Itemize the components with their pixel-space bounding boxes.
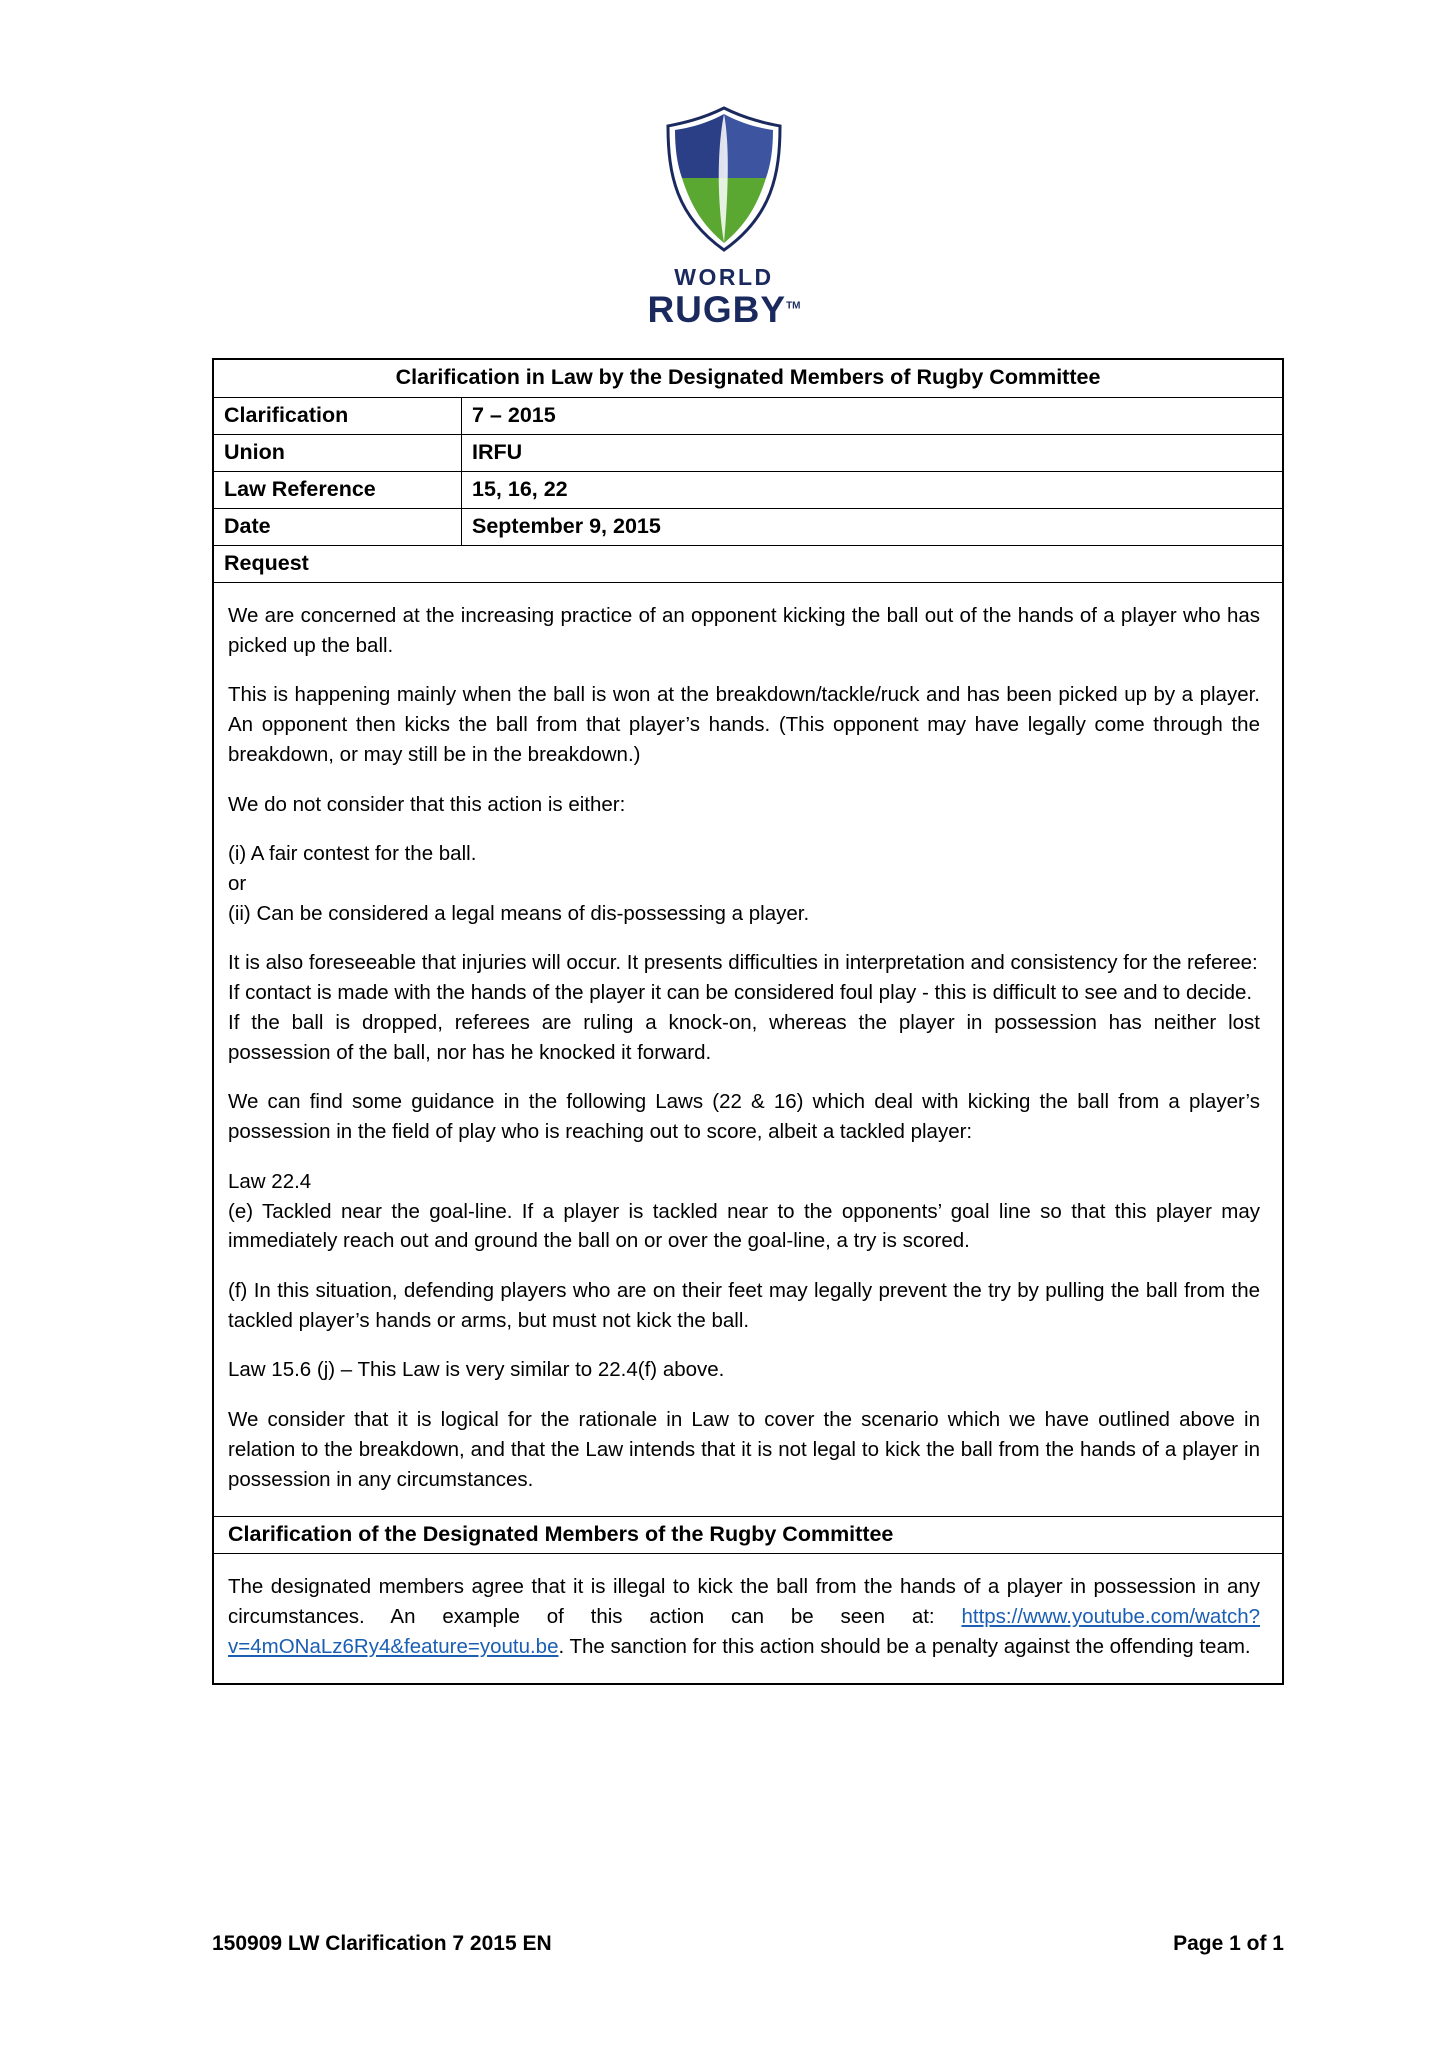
paragraph: We consider that it is logical for the rationale in Law to cover the scenario which we have outlined above in relation to the breakdown, and that the Law intends that it is not legal to kick the ball from the hands of a player in possession in any circumstances. [228,1408,1260,1491]
field-value-union: IRFU [472,440,523,464]
clarification-table [212,358,1284,1685]
paragraph: We can find some guidance in the following Laws (22 & 16) which deal with kicking the ball from a player’s possession in the field of play who is reaching out to score, albeit a tackled player: [228,1090,1260,1144]
section-heading-request: Request [224,551,309,575]
clarification-body [214,1554,1282,1683]
youtube-example-link[interactable]: https://www.youtube.com/watch?v=4mONaLz6Ry4&feature=youtu.be [228,1604,1260,1658]
paragraph: If contact is made with the hands of the player it can be considered foul play - this is difficult to see and to decide. [228,981,1253,1005]
paragraph: (ii) Can be considered a legal means of dis-possessing a player. [228,901,810,925]
clarification-text-before: The designated members agree that it is illegal to kick the ball from the hands of a player in possession in any circumstances. An example of this action can be seen at: [228,1575,1260,1628]
footer-page-number: Page 1 of 1 [1173,1932,1284,1955]
paragraph: or [228,872,247,896]
logo-word-world: WORLD [674,264,774,290]
page-title: Clarification in Law by the Designated Members of Rugby Committee [395,365,1101,389]
section-heading-clarification: Clarification of the Designated Members of the Rugby Committee [228,1522,894,1547]
paragraph: (i) A fair contest for the ball. [228,842,477,866]
field-label-clarification: Clarification [214,398,462,434]
world-rugby-logo [0,0,1448,328]
paragraph: (f) In this situation, defending players who are on their feet may legally prevent the try by pulling the ball from the tackled player’s hands or arms, but must not kick the ball. [228,1278,1260,1332]
paragraph: Law 22.4 [228,1169,312,1193]
world-rugby-shield-icon [658,104,790,254]
field-value-date: September 9, 2015 [472,514,661,538]
paragraph: If the ball is dropped, referees are ruling a knock-on, whereas the player in possession has neither lost possession of the ball, nor has he knocked it forward. [228,1010,1260,1064]
paragraph: (e) Tackled near the goal-line. If a player is tackled near to the opponents’ goal line so that this player may immediately reach out and ground the ball on or over the goal-line, a try is scored. [228,1199,1260,1253]
field-label-law-reference: Law Reference [214,472,462,508]
paragraph: This is happening mainly when the ball is won at the breakdown/tackle/ruck and has been picked up by a player. An opponent then kicks the ball from that player’s hands. (This opponent may have legally come through the breakdown, or may still be in the breakdown.) [228,683,1260,766]
clarification-text-after: . The sanction for this action should be a penalty against the offending team. [558,1634,1251,1658]
field-value-clarification: 7 – 2015 [472,403,556,427]
request-body [214,583,1282,1516]
page-footer [212,1932,1284,1956]
document-title-row [214,360,1282,398]
paragraph: We are concerned at the increasing practice of an opponent kicking the ball out of the hands of a player who has picked up the ball. [228,604,1260,657]
table-row [214,472,1282,509]
table-row [214,398,1282,435]
paragraph: It is also foreseeable that injuries will occur. It presents difficulties in interpretation and consistency for the referee: [228,951,1258,975]
footer-document-code: 150909 LW Clarification 7 2015 EN [212,1932,552,1955]
table-row [214,509,1282,546]
clarification-body-row [214,1554,1282,1683]
request-body-row [214,583,1282,1517]
field-label-union: Union [214,435,462,471]
clarification-heading-row [214,1517,1282,1554]
paragraph: We do not consider that this action is either: [228,792,626,816]
field-value-law-reference: 15, 16, 22 [472,477,568,501]
paragraph [228,1572,1260,1661]
logo-word-rugby: RUGBY™ [647,289,801,330]
trademark-mark: TM [786,300,801,312]
request-heading-row [214,546,1282,583]
paragraph: Law 15.6 (j) – This Law is very similar to 22.4(f) above. [228,1358,725,1382]
field-label-date: Date [214,509,462,545]
table-row [214,435,1282,472]
world-rugby-wordmark [647,266,800,328]
